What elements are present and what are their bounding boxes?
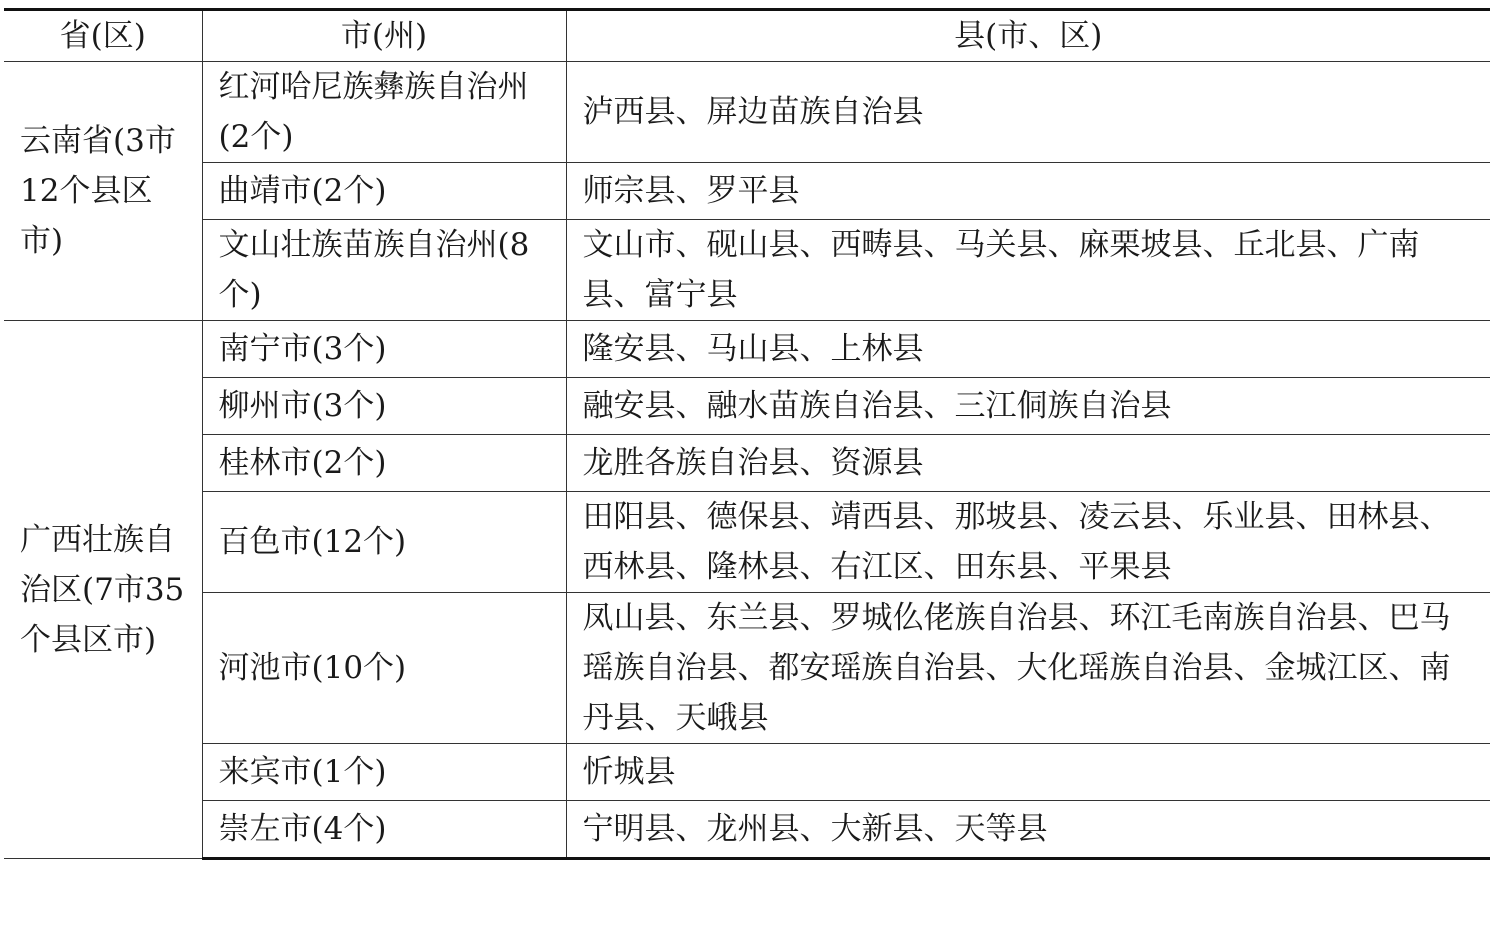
table-row xyxy=(4,744,1490,801)
region-table xyxy=(4,8,1490,860)
county-cell: 师宗县、罗平县 xyxy=(566,163,1490,220)
table-row xyxy=(4,62,1490,163)
table-row xyxy=(4,435,1490,492)
city-cell: 河池市(10个) xyxy=(202,593,566,744)
province-cell: 云南省(3市12个县区市) xyxy=(4,62,202,321)
county-cell: 融安县、融水苗族自治县、三江侗族自治县 xyxy=(566,378,1490,435)
city-cell: 桂林市(2个) xyxy=(202,435,566,492)
county-cell: 凤山县、东兰县、罗城仫佬族自治县、环江毛南族自治县、巴马瑶族自治县、都安瑶族自治县、大化瑶族自治县、金城江区、南丹县、天峨县 xyxy=(566,593,1490,744)
table-row xyxy=(4,321,1490,378)
table-row xyxy=(4,801,1490,859)
county-cell: 隆安县、马山县、上林县 xyxy=(566,321,1490,378)
table-row xyxy=(4,378,1490,435)
table-container xyxy=(4,8,1490,860)
city-cell: 崇左市(4个) xyxy=(202,801,566,859)
county-cell: 龙胜各族自治县、资源县 xyxy=(566,435,1490,492)
city-cell: 柳州市(3个) xyxy=(202,378,566,435)
county-cell: 文山市、砚山县、西畴县、马关县、麻栗坡县、丘北县、广南县、富宁县 xyxy=(566,220,1490,321)
city-cell: 来宾市(1个) xyxy=(202,744,566,801)
province-cell: 广西壮族自治区(7市35个县区市) xyxy=(4,321,202,859)
city-cell: 南宁市(3个) xyxy=(202,321,566,378)
table-header-row xyxy=(4,10,1490,62)
city-cell: 红河哈尼族彝族自治州(2个) xyxy=(202,62,566,163)
city-cell: 文山壮族苗族自治州(8个) xyxy=(202,220,566,321)
table-row xyxy=(4,593,1490,744)
table-row xyxy=(4,220,1490,321)
header-county: 县(市、区) xyxy=(566,10,1490,62)
header-city: 市(州) xyxy=(202,10,566,62)
county-cell: 泸西县、屏边苗族自治县 xyxy=(566,62,1490,163)
header-province: 省(区) xyxy=(4,10,202,62)
table-row xyxy=(4,492,1490,593)
city-cell: 曲靖市(2个) xyxy=(202,163,566,220)
table-row xyxy=(4,163,1490,220)
city-cell: 百色市(12个) xyxy=(202,492,566,593)
county-cell: 忻城县 xyxy=(566,744,1490,801)
county-cell: 宁明县、龙州县、大新县、天等县 xyxy=(566,801,1490,859)
county-cell: 田阳县、德保县、靖西县、那坡县、凌云县、乐业县、田林县、西林县、隆林县、右江区、田东县、平果县 xyxy=(566,492,1490,593)
